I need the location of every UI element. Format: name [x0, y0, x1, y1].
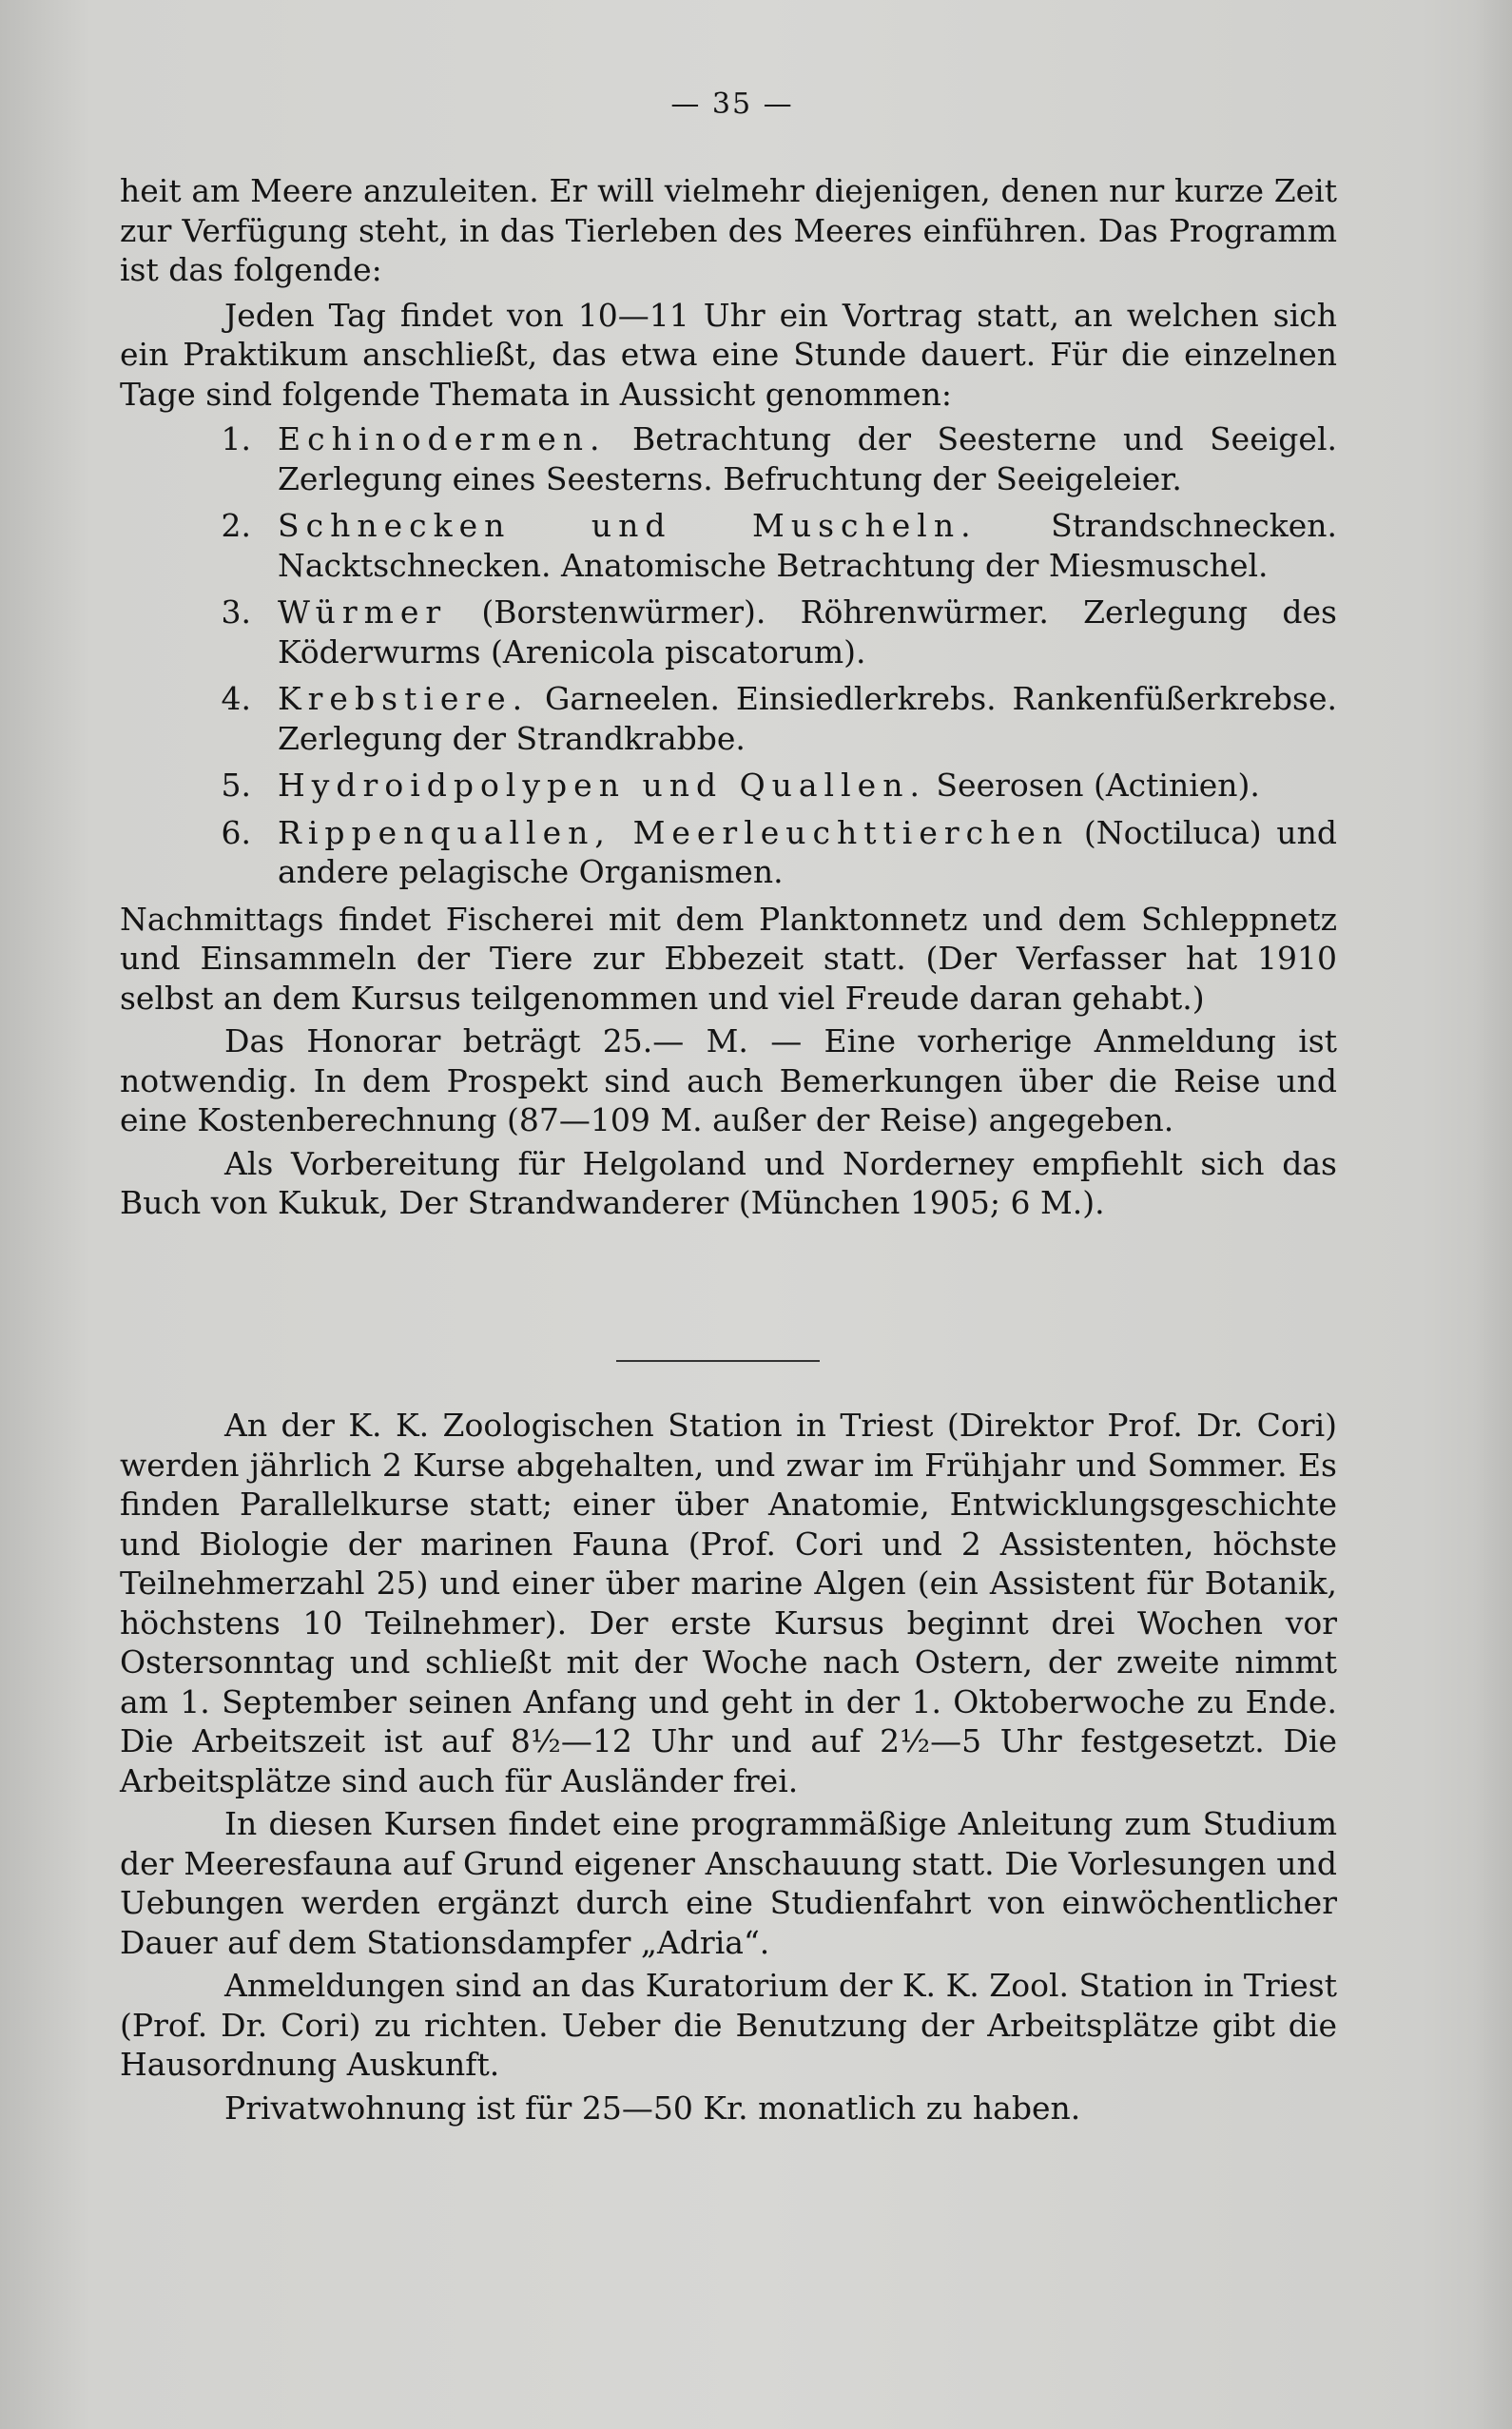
list-item — [120, 679, 1337, 758]
list-item-number: 3. — [221, 593, 251, 631]
list-item-text: Betrachtung der Seesterne und Seeigel. Zerlegung eines Seesterns. Befruchtung der Seeigeleier. — [278, 420, 1337, 497]
list-item-text: Garneelen. Einsiedlerkrebs. Rankenfüßerkrebse. Zerlegung der Strandkrabbe. — [278, 680, 1337, 757]
section-helgoland — [120, 171, 1337, 1223]
list-item-number: 4. — [221, 680, 251, 717]
list-item — [120, 593, 1337, 671]
list-item-title: Schnecken und Muscheln. — [278, 507, 978, 544]
schedule-paragraph: Jeden Tag findet von 10—11 Uhr ein Vortrag statt, an welchen sich ein Praktikum anschließt, das etwa eine Stunde dauert. Für die einzelnen Tage sind folgende Themata in Aussicht genommen: — [120, 296, 1337, 413]
registration-paragraph: Anmeldungen sind an das Kuratorium der K. K. Zool. Station in Triest (Prof. Dr. Cori) zu richten. Ueber die Benutzung der Arbeitsplätze gibt die Hausordnung Auskunft. — [120, 1967, 1337, 2083]
courses-paragraph: In diesen Kursen findet eine programmäßige Anleitung zum Studium der Meeresfauna auf Grund eigener Anschauung statt. Die Vorlesungen und Uebungen werden ergänzt durch eine Studienfahrt von einwöchentlicher Dauer auf dem Stationsdampfer „Adria“. — [120, 1805, 1337, 1961]
section-divider — [616, 1360, 820, 1362]
preparation-paragraph: Als Vorbereitung für Helgoland und Norderney empfiehlt sich das Buch von Kukuk, Der Strandwanderer (München 1905; 6 M.). — [120, 1144, 1337, 1221]
list-item-text: (Noctiluca) und andere pelagische Organismen. — [278, 813, 1337, 890]
triest-paragraph: An der K. K. Zoologischen Station in Triest (Direktor Prof. Dr. Cori) werden jährlich 2 Kurse abgehalten, und zwar im Frühjahr und Sommer. Es finden Parallelkurse statt; einer über Anatomie, Entwicklungsgeschichte und Biologie der marinen Fauna (Prof. Cori und 2 Assistenten, höchste Teilnehmerzahl 25) und einer über marine Algen (ein Assistent für Botanik, höchstens 10 Teilnehmer). Der erste Kursus beginnt drei Wochen vor Ostersonntag und schließt mit der Woche nach Ostern, der zweite nimmt am 1. September seinen Anfang und geht in der 1. Oktoberwoche zu Ende. Die Arbeitszeit ist auf 8½—12 Uhr und auf 2½—5 Uhr festgesetzt. Die Arbeitsplätze sind auch für Ausländer frei. — [120, 1407, 1337, 1799]
page-number: — 35 — — [670, 87, 794, 121]
section-triest — [120, 1406, 1337, 2128]
list-item-body — [278, 593, 1337, 671]
list-item-title: Rippenquallen, Meerleuchttierchen — [278, 813, 1070, 851]
list-item-text: (Borstenwürmer). Röhrenwürmer. Zerlegung des Köderwurms (Arenicola piscatorum). — [278, 593, 1337, 670]
list-item-number: 2. — [221, 507, 251, 544]
list-item-title: Würmer — [278, 593, 448, 631]
list-item-title: Krebstiere. — [278, 680, 530, 717]
list-item-body — [278, 813, 1337, 892]
list-item-body — [278, 419, 1337, 498]
list-item — [120, 813, 1337, 892]
list-item-text: Seerosen (Actinien). — [925, 767, 1260, 804]
list-item-number: 6. — [221, 813, 251, 851]
page-edge-shadow — [1474, 0, 1512, 2429]
list-item — [120, 419, 1337, 498]
fee-paragraph: Das Honorar beträgt 25.— M. — Eine vorherige Anmeldung ist notwendig. In dem Prospekt sind auch Bemerkungen über die Reise und eine Kostenberechnung (87—109 M. außer der Reise) angegeben. — [120, 1022, 1337, 1138]
list-item-text: Strandschnecken. Nacktschnecken. Anatomische Betrachtung der Miesmuschel. — [278, 507, 1338, 584]
list-item-body — [278, 766, 1337, 806]
list-item-body — [278, 679, 1337, 758]
list-item — [120, 506, 1337, 585]
afternoon-paragraph: Nachmittags findet Fischerei mit dem Planktonnetz und dem Schleppnetz und Einsammeln der Tiere zur Ebbezeit statt. (Der Verfasser hat 1910 selbst an dem Kursus teilgenommen und viel Freude daran gehabt.) — [120, 900, 1337, 1017]
list-item-number: 1. — [221, 420, 251, 457]
topic-list — [120, 419, 1337, 892]
housing-paragraph: Privatwohnung ist für 25—50 Kr. monatlich zu haben. — [224, 2089, 1081, 2127]
list-item-title: Hydroidpolypen und Quallen. — [278, 767, 926, 804]
list-item — [120, 766, 1337, 806]
intro-paragraph: heit am Meere anzuleiten. Er will vielmehr diejenigen, denen nur kurze Zeit zur Verfügung steht, in das Tierleben des Meeres einführen. Das Programm ist das folgende: — [120, 172, 1337, 288]
list-item-number: 5. — [221, 767, 251, 804]
list-item-body — [278, 506, 1337, 585]
list-item-title: Echinodermen. — [278, 420, 607, 457]
